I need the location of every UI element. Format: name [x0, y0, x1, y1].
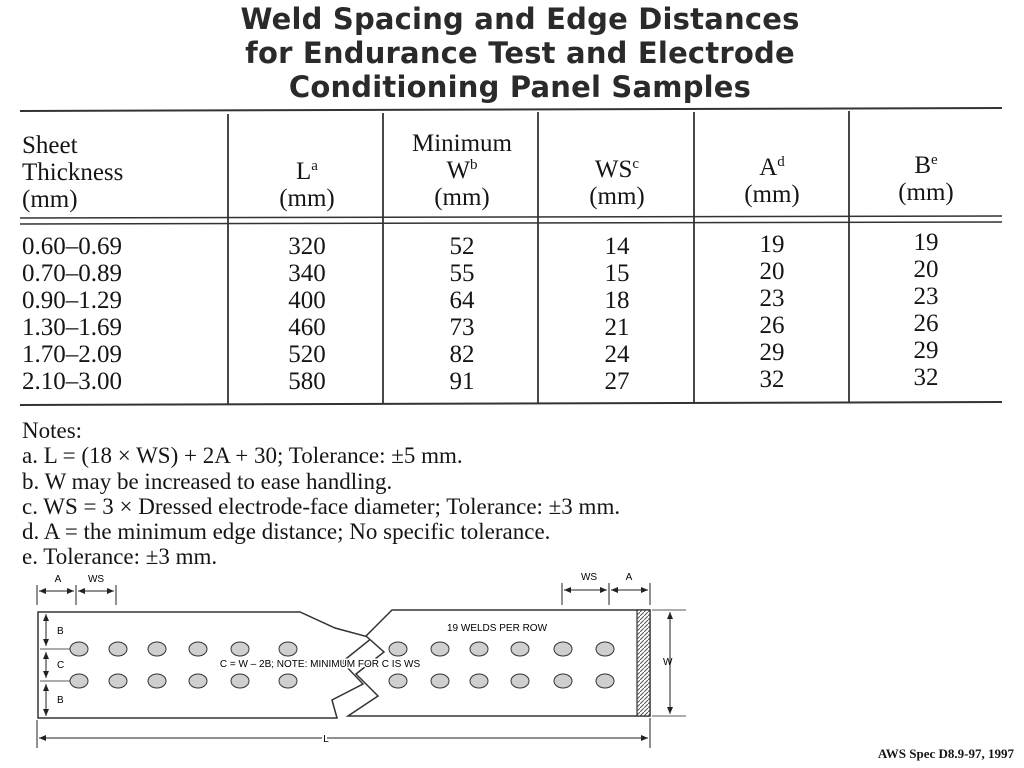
- label-a-left: A: [54, 574, 62, 585]
- table-cell: 400: [288, 287, 326, 314]
- source-credit: AWS Spec D8.9-97, 1997: [877, 746, 1014, 761]
- table-cell: 20: [759, 258, 785, 285]
- table-cell: 15: [604, 260, 630, 287]
- table-cell: 29: [913, 337, 939, 364]
- weld-spot: [554, 674, 572, 688]
- table-cell: 18: [604, 287, 630, 314]
- table-cell: 82: [449, 341, 475, 368]
- note-item: c. WS = 3 × Dressed electrode-face diameter; Tolerance: ±3 mm.: [22, 493, 621, 519]
- table-cell: 26: [759, 312, 785, 339]
- weld-spot: [148, 642, 166, 656]
- table-cell: 32: [759, 366, 785, 393]
- table-cell: 0.70–0.89: [22, 260, 122, 287]
- table-cell: 320: [288, 233, 326, 260]
- weld-spot: [470, 642, 488, 656]
- label-b-bottom: B: [57, 695, 64, 706]
- table-cell: 460: [288, 314, 326, 341]
- label-c: C: [57, 660, 65, 671]
- label-l: L: [323, 734, 329, 745]
- table-cell: 580: [288, 368, 326, 395]
- hatched-end-strip: [637, 610, 650, 716]
- table-cell: 340: [288, 260, 326, 287]
- weld-spot: [431, 642, 449, 656]
- table-cell: 23: [913, 283, 939, 310]
- note-item: b. W may be increased to ease handling.: [22, 468, 393, 494]
- title-line-3: Conditioning Panel Samples: [288, 70, 752, 104]
- weld-spot: [70, 674, 88, 688]
- table-cell: 20: [913, 256, 939, 283]
- weld-spot: [596, 674, 614, 688]
- table-cell: 1.30–1.69: [22, 314, 122, 341]
- label-a-right: A: [625, 572, 633, 583]
- weld-spot: [389, 642, 407, 656]
- table-cell: 55: [449, 260, 475, 287]
- label-ws-left: WS: [87, 574, 105, 585]
- table-cell: 26: [913, 310, 939, 337]
- weld-spot: [511, 642, 529, 656]
- header-a: $A^d$ (mm): [744, 154, 800, 208]
- weld-spot: [431, 674, 449, 688]
- weld-spot: [231, 642, 249, 656]
- weld-spot: [511, 674, 529, 688]
- table-cell: 0.90–1.29: [22, 287, 122, 314]
- weld-spot: [70, 642, 88, 656]
- table-cell: 23: [759, 285, 785, 312]
- label-b-top: B: [57, 626, 64, 637]
- table-cell: 52: [449, 233, 475, 260]
- weld-spot: [596, 642, 614, 656]
- header-l: $L^a$ (mm): [279, 158, 335, 212]
- table-cell: 2.10–3.00: [22, 368, 122, 395]
- note-item: d. A = the minimum edge distance; No specific tolerance.: [22, 519, 551, 545]
- weld-spot: [231, 674, 249, 688]
- table-cell: 27: [604, 368, 630, 395]
- header-thickness: Sheet Thickness (mm): [22, 132, 124, 213]
- table-cell: 91: [449, 368, 475, 395]
- table-cell: 520: [288, 341, 326, 368]
- table-cell: 19: [913, 229, 939, 256]
- table-cell: 21: [604, 314, 630, 341]
- table-cell: 19: [759, 231, 785, 258]
- weld-spot: [189, 674, 207, 688]
- note-item: e. Tolerance: ±3 mm.: [22, 544, 218, 570]
- header-ws: $WS^c$ (mm): [589, 156, 645, 210]
- label-w: W: [663, 657, 673, 668]
- weld-spot: [389, 674, 407, 688]
- weld-spot: [189, 642, 207, 656]
- table-cell: 32: [913, 364, 939, 391]
- weld-spot: [554, 642, 572, 656]
- header-w: Minimum $W^b$ (mm): [411, 130, 512, 211]
- table-cell: 1.70–2.09: [22, 341, 122, 368]
- weld-spot: [279, 642, 297, 656]
- title-line-2: for Endurance Test and Electrode: [245, 36, 795, 70]
- weld-spot: [279, 674, 297, 688]
- weld-spot: [109, 642, 127, 656]
- table-cell: 24: [604, 341, 630, 368]
- weld-spot: [109, 674, 127, 688]
- note-item: a. L = (18 × WS) + 2A + 30; Tolerance: ±5 mm.: [22, 443, 463, 469]
- table-cell: 29: [759, 339, 785, 366]
- weld-spot: [470, 674, 488, 688]
- table-cell: 0.60–0.69: [22, 233, 122, 260]
- welds-per-row-label: 19 WELDS PER ROW: [446, 623, 548, 634]
- notes-heading: Notes:: [22, 418, 83, 443]
- weld-spot: [148, 674, 166, 688]
- table-cell: 64: [449, 287, 475, 314]
- header-b: $B^e$ (mm): [898, 152, 954, 206]
- label-ws-right: WS: [580, 572, 598, 583]
- table-cell: 14: [604, 233, 630, 260]
- title-line-1: Weld Spacing and Edge Distances: [240, 2, 800, 36]
- c-note-label: C = W – 2B; NOTE: MINIMUM FOR C IS WS: [219, 659, 421, 670]
- table-cell: 73: [449, 314, 475, 341]
